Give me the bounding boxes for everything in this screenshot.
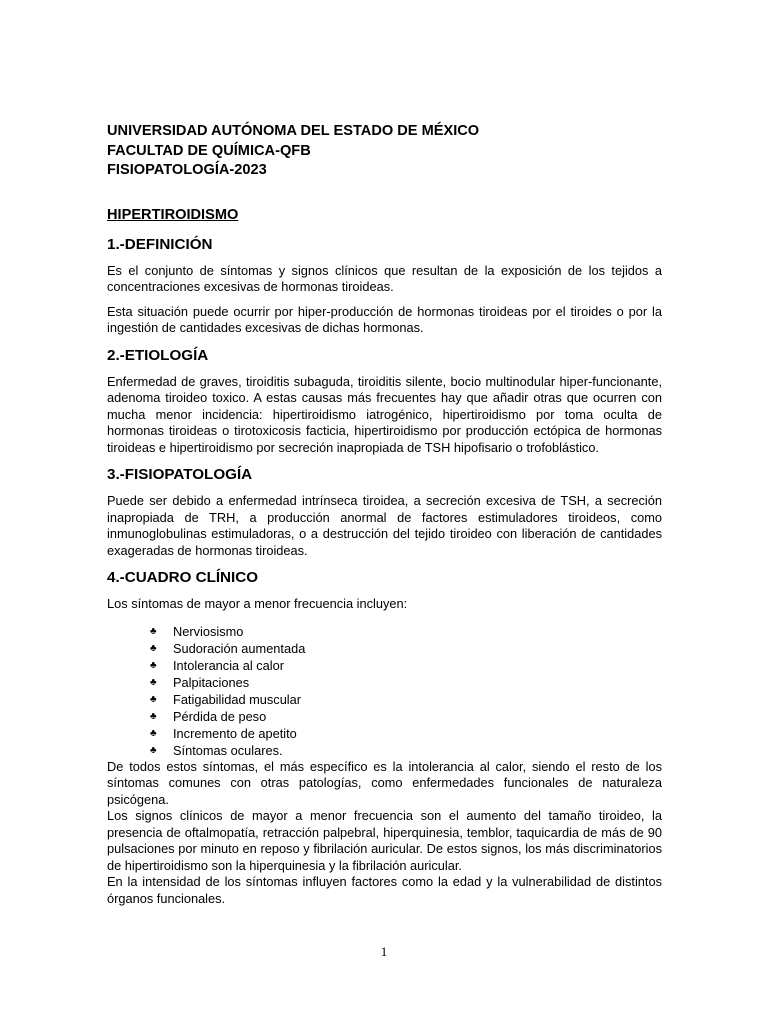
section-fisiopatologia bbox=[107, 464, 662, 559]
list-intro: Los síntomas de mayor a menor frecuencia incluyen: bbox=[107, 596, 408, 611]
list-item: ♣ Pérdida de peso bbox=[150, 708, 267, 724]
section-definicion bbox=[107, 234, 662, 337]
club-icon: ♣ bbox=[150, 744, 157, 756]
list-item: ♣ Intolerancia al calor bbox=[150, 657, 284, 673]
list-item: ♣ Fatigabilidad muscular bbox=[150, 691, 302, 707]
club-icon: ♣ bbox=[150, 727, 157, 739]
section-heading: 1.-DEFINICIÓN bbox=[107, 235, 213, 253]
header-course: FISIOPATOLOGÍA-2023 bbox=[107, 162, 267, 178]
section-heading: 4.-CUADRO CLÍNICO bbox=[107, 569, 259, 586]
paragraph: De todos estos síntomas, el más específico es la intolerancia al calor, siendo el resto de los síntomas comunes con otras patologías, como enfermedades funcionales de naturaleza psicógena. bbox=[107, 758, 662, 807]
section-cuadro-clinico bbox=[107, 567, 662, 907]
club-icon: ♣ bbox=[150, 625, 157, 637]
paragraph: Enfermedad de graves, tiroiditis subaguda, tiroiditis silente, bocio multinodular hiper-funcionante, adenoma tiroideo toxico. A estas causas más frecuentes hay que añadir otras que ocurren con mucha menor incidencia: hipertiroidismo iatrogénico, hipertiroidismo por toma oculta de hormonas tiroideas o tirotoxicosis facticia, hipertiroidismo por producción ectópica de hormonas tiroideas e hipertiroidismo por secreción inapropiada de TSH hipofisario o trofoblástico. bbox=[107, 373, 662, 455]
page-number: 1 bbox=[380, 944, 388, 959]
club-icon: ♣ bbox=[150, 659, 157, 671]
club-icon: ♣ bbox=[150, 693, 157, 705]
list-item: ♣ Incremento de apetito bbox=[150, 725, 297, 741]
document-title: HIPERTIROIDISMO bbox=[107, 206, 239, 223]
section-heading: 2.-ETIOLOGÍA bbox=[107, 346, 209, 364]
header-faculty: FACULTAD DE QUÍMICA-QFB bbox=[107, 142, 311, 159]
club-icon: ♣ bbox=[150, 676, 157, 688]
paragraph: Esta situación puede ocurrir por hiper-producción de hormonas tiroideas por el tiroides o por la ingestión de cantidades excesivas de dichas hormonas. bbox=[107, 303, 662, 335]
section-heading: 3.-FISIOPATOLOGÍA bbox=[107, 466, 253, 483]
paragraph: En la intensidad de los síntomas influyen factores como la edad y la vulnerabilidad de distintos órganos funcionales. bbox=[107, 874, 662, 906]
list-item: ♣ Nerviosismo bbox=[150, 623, 244, 639]
symptom-list bbox=[107, 623, 662, 759]
paragraph: Los signos clínicos de mayor a menor frecuencia son el aumento del tamaño tiroideo, la presencia de oftalmopatía, retracción palpebral, hiperquinesia, temblor, taquicardia de más de 90 pulsaciones por minuto en reposo y fibrilación auricular. De estos signos, los más discriminatorios de hipertiroidismo son la hiperquinesia y la fibrilación auricular. bbox=[107, 808, 662, 873]
club-icon: ♣ bbox=[150, 710, 157, 722]
club-icon: ♣ bbox=[150, 642, 157, 654]
list-item: ♣ Sudoración aumentada bbox=[150, 640, 306, 656]
paragraph: Puede ser debido a enfermedad intrínseca tiroidea, a secreción excesiva de TSH, a secreción inapropiada de TRH, a producción anormal de factores estimuladores tiroideos, como inmunoglobulinas estimuladoras, o a destrucción del tejido tiroideo con liberación de cantidades exageradas de hormonas tiroideas. bbox=[107, 493, 662, 558]
list-item: ♣ Palpitaciones bbox=[150, 674, 250, 690]
document-header bbox=[107, 122, 662, 181]
section-etiologia bbox=[107, 345, 662, 457]
header-university: UNIVERSIDAD AUTÓNOMA DEL ESTADO DE MÉXICO bbox=[107, 123, 480, 139]
list-item: ♣ Síntomas oculares. bbox=[150, 742, 283, 758]
paragraph: Es el conjunto de síntomas y signos clínicos que resultan de la exposición de los tejidos a concentraciones excesivas de hormonas tiroideas. bbox=[107, 262, 662, 294]
